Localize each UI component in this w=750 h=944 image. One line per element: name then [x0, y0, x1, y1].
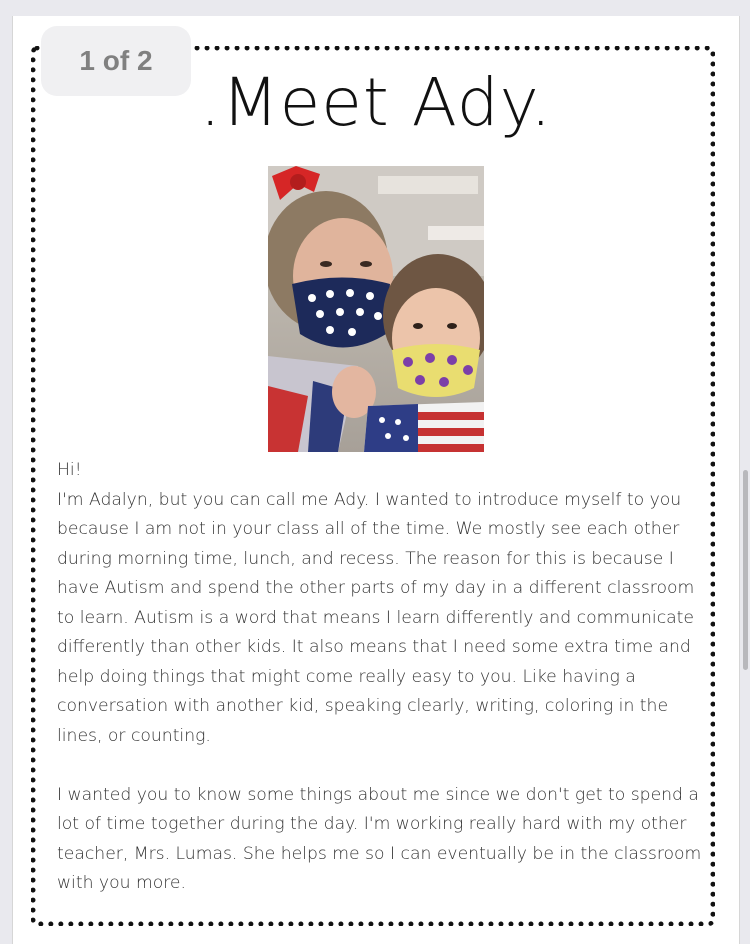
- paragraph-about: I wanted you to know some things about me since we don't get to spend a lot of time together during the day. I'm working really hard with my other teacher, Mrs. Lumas. She helps me so I can eventually be in the classroom with you more.: [57, 784, 702, 893]
- greeting-text: Hi!: [57, 460, 82, 480]
- photo-illustration: [268, 166, 484, 452]
- document-page: [12, 16, 740, 944]
- photo-image: [268, 166, 484, 452]
- page-indicator-badge: 1 of 2: [41, 26, 191, 96]
- page-title: .Meet Ady.: [199, 64, 553, 141]
- vertical-scrollbar[interactable]: [743, 470, 748, 670]
- paragraph-intro: I'm Adalyn, but you can call me Ady. I wanted to introduce myself to you because I am not in your class all of the time. We mostly see each other during morning time, lunch, and recess. The reason for this is because I have Autism and spend the other parts of my day in a different classroom to learn. Autism is a word that means I learn differently and communicate differently than other kids. It also means that I need some extra time and help doing things that might come really easy to you. Like having a conversation with another kid, speaking clearly, writing, coloring in the lines, or counting.: [57, 489, 695, 746]
- letter-body: [57, 456, 707, 899]
